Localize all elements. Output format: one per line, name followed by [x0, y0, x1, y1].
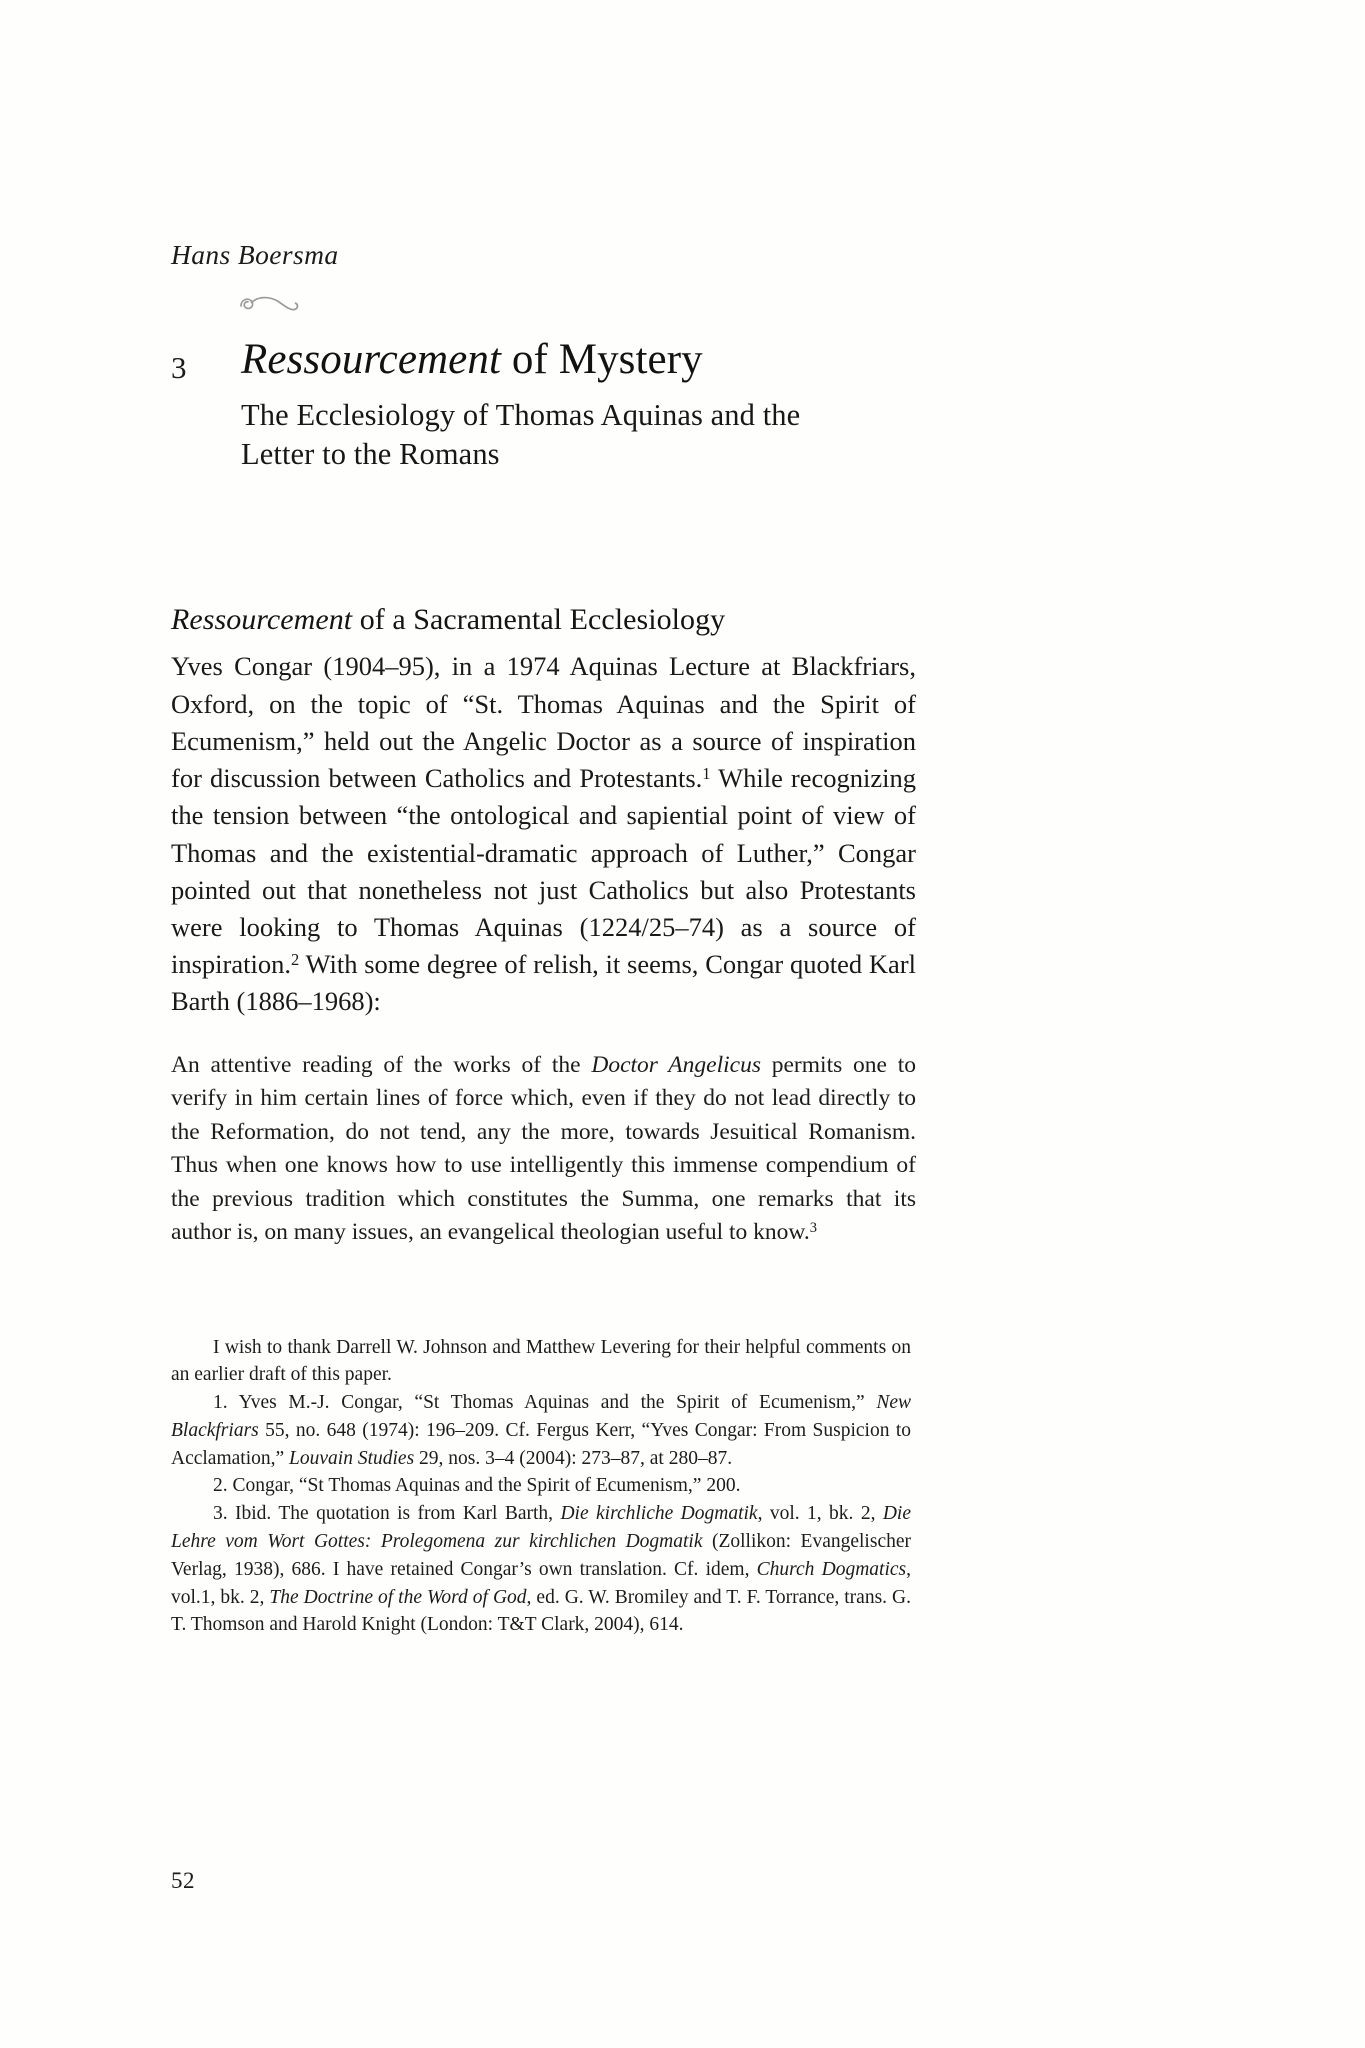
chapter-title [241, 336, 916, 384]
author-name: Hans Boersma [171, 239, 339, 270]
footnote-text-run: 55, no. 648 (1974): 196–209. Cf. Fergus Kerr, “Yves Congar: From Suspicion to Acclamation,” [171, 1419, 911, 1469]
section-heading-rest: of a Sacramental Ecclesiology [352, 603, 726, 637]
block-quotation [171, 1049, 916, 1250]
footnote-text-run: 1. Yves M.-J. Congar, “St Thomas Aquinas and the Spirit of Ecumenism,” [213, 1392, 877, 1414]
footnote-note-2 [171, 1472, 911, 1500]
type-block [171, 240, 916, 1639]
footnote-acknowledgment [171, 1334, 911, 1390]
body-paragraph [171, 648, 916, 1020]
footnote-text-run: (Zollikon: Evangelischer Verlag, 1938), 686. I have retained Congar’s own translation. Cf. idem, [171, 1531, 911, 1580]
footnote-italic-run: Louvain Studies [289, 1447, 415, 1469]
footnote-marker-3[interactable]: 3 [809, 1220, 817, 1237]
footnote-text-run: 3. Ibid. The quotation is from Karl Barth, [213, 1503, 561, 1525]
chapter-title-rest: of Mystery [501, 336, 703, 384]
footnote-note-3 [171, 1500, 911, 1639]
body-text-c: With some degree of relish, it seems, Congar quoted Karl Barth (1886–1968): [171, 949, 916, 1017]
footnote-text-run: 2. Congar, “St Thomas Aquinas and the Spirit of Ecumenism,” 200. [213, 1475, 741, 1497]
footnote-apparatus [171, 1334, 911, 1640]
page-number: 52 [171, 1868, 195, 1893]
footnote-italic-run: Die Lehre vom Wort Gottes: Prolegomena zur kirchlichen Dogmatik [171, 1503, 911, 1553]
swash-ornament-icon [235, 288, 916, 322]
footnote-italic-run: Die kirchliche Dogmatik [560, 1503, 758, 1525]
footnote-text-run: 29, nos. 3–4 (2004): 273–87, at 280–87. [414, 1447, 733, 1469]
chapter-subtitle: The Ecclesiology of Thomas Aquinas and the Letter to the Romans [241, 398, 801, 472]
body-text-a: Yves Congar (1904–95), in a 1974 Aquinas Lecture at Blackfriars, Oxford, on the topic of “St. Thomas Aquinas and the Spirit of Ecumenism,” held out the Angelic Doctor as a source of inspiration for discussion between Catholics and Protestants. [171, 651, 916, 794]
footnote-text-run: , vol. 1, bk. 2, [757, 1503, 883, 1525]
footnote-text-run: , vol.1, bk. 2, [171, 1558, 911, 1608]
footnote-text-run: , ed. G. W. Bromiley and T. F. Torrance, trans. G. T. Thomson and Harold Knight (London: T&T Clark, 2004), 614. [171, 1586, 911, 1636]
chapter-heading [171, 336, 916, 474]
chapter-number: 3 [171, 350, 187, 386]
quote-italic-title: Doctor Angelicus [591, 1051, 761, 1078]
footnote-italic-run: Church Dogmatics [756, 1558, 907, 1580]
quote-text-a: An attentive reading of the works of the [171, 1051, 592, 1078]
quote-text-b: permits one to verify in him certain lines of force which, even if they do not lead directly to the Reformation, do not tend, any the more, towards Jesuitical Romanism. Thus when one knows how to use intelligently this immense compendium of the previous tradition which constitutes the Summa, one remarks that its author is, on many issues, an evangelical theologian useful to know. [171, 1051, 917, 1246]
footnote-italic-run: New Blackfriars [171, 1392, 911, 1441]
footnote-italic-run: The Doctrine of the Word of God [269, 1586, 527, 1608]
body-text-b: While recognizing the tension between “the ontological and sapiential point of view of Thomas and the existential-dramatic approach of Luther,” Congar pointed out that nonetheless not just Catholics but also Protestants were looking to Thomas Aquinas (1224/25–74) as a source of inspiration. [171, 763, 916, 980]
footnote-marker-2[interactable]: 2 [290, 950, 300, 970]
section-heading-italic: Ressourcement [171, 603, 353, 637]
chapter-title-italic: Ressourcement [241, 336, 502, 384]
footnote-text-run: I wish to thank Darrell W. Johnson and Matthew Levering for their helpful comments on an earlier draft of this paper. [171, 1336, 911, 1386]
footnote-note-1 [171, 1389, 911, 1472]
footnote-marker-1[interactable]: 1 [702, 764, 711, 784]
section-heading [171, 602, 916, 638]
